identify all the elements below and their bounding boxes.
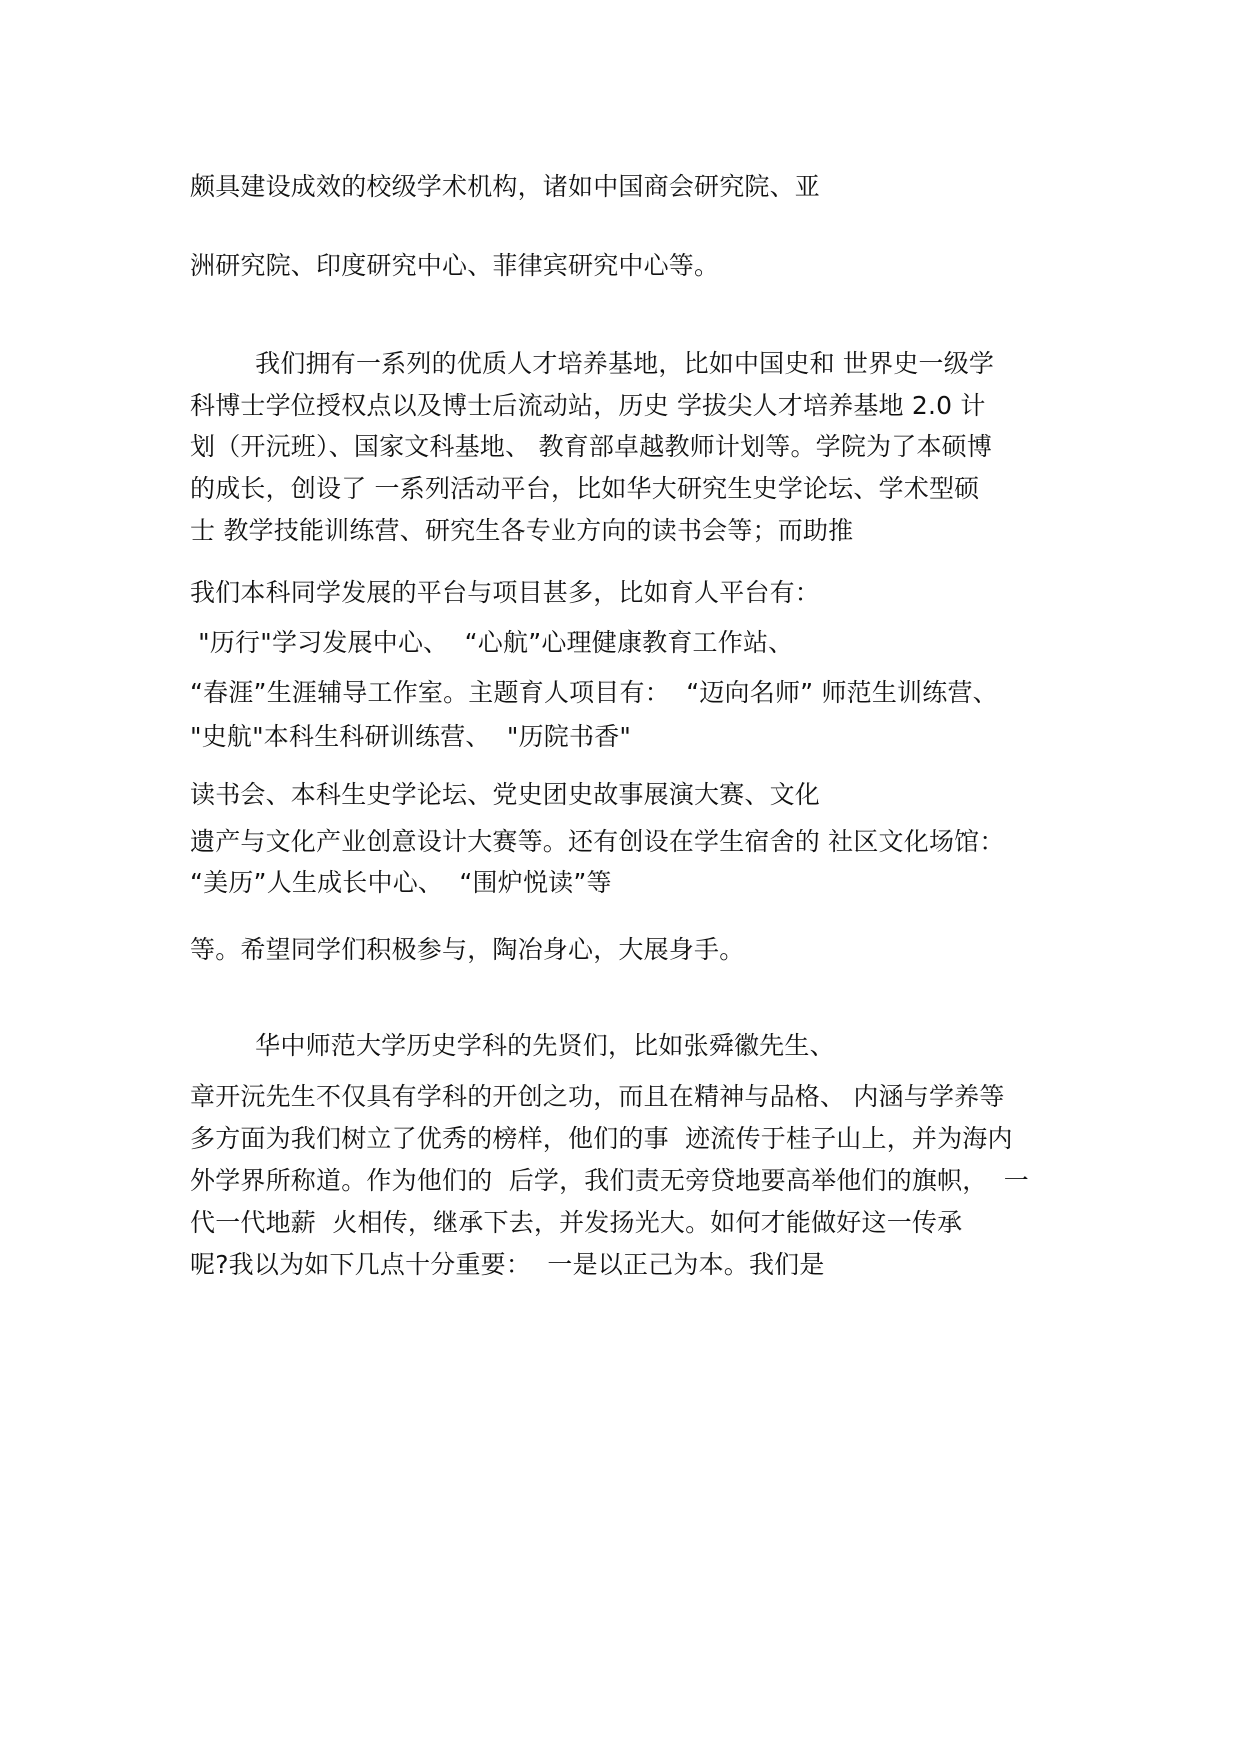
text-line: 划（开沅班）、国家文科基地、 教育部卓越教师计划等。学院为了本硕博 — [190, 432, 993, 461]
text-line: 等。希望同学们积极参与，陶冶身心，大展身手。 — [190, 935, 745, 964]
text-line: 颇具建设成效的校级学术机构，诸如中国商会研究院、亚 — [190, 172, 821, 201]
text-line: 多方面为我们树立了优秀的榜样，他们的事 迹流传于桂子山上，并为海内 — [190, 1124, 1013, 1153]
text-line: 科博士学位授权点以及博士后流动站，历史 学拔尖人才培养基地 2.0 计 — [190, 391, 986, 420]
text-line: 呢?我以为如下几点十分重要： 一是以正己为本。我们是 — [190, 1250, 825, 1279]
text-line: 遗产与文化产业创意设计大赛等。还有创设在学生宿舍的 社区文化场馆： — [190, 827, 1005, 856]
paragraph-start: 华中师范大学历史学科的先贤们，比如张舜徽先生、 — [190, 1031, 835, 1060]
text-line: 读书会、本科生史学论坛、党史团史故事展演大赛、文化 — [190, 780, 821, 809]
text-line: 士 教学技能训练营、研究生各专业方向的读书会等；而助推 — [190, 516, 854, 545]
text-line: 代一代地薪 火相传，继承下去，并发扬光大。如何才能做好这一传承 — [190, 1208, 963, 1237]
text-line: 外学界所称道。作为他们的 后学，我们责无旁贷地要高举他们的旗帜， 一 — [190, 1166, 1029, 1195]
text-line: "史航"本科生科研训练营、 "历院书香" — [190, 722, 632, 751]
text-line: 我们本科同学发展的平台与项目甚多，比如育人平台有： — [190, 578, 821, 607]
text-line: “美历”人生成长中心、 “围炉悦读”等 — [190, 868, 612, 897]
text-line: "历行"学习发展中心、 “心航”心理健康教育工作站、 — [190, 628, 794, 657]
text-line: “春涯”生涯辅导工作室。主题育人项目有： “迈向名师” 师范生训练营、 — [190, 678, 998, 707]
text-line: 的成长，创设了 一系列活动平台，比如华大研究生史学论坛、学术型硕 — [190, 474, 980, 503]
paragraph-start: 我们拥有一系列的优质人才培养基地，比如中国史和 世界史一级学 — [190, 349, 995, 378]
text-line: 章开沅先生不仅具有学科的开创之功，而且在精神与品格、 内涵与学养等 — [190, 1082, 1005, 1111]
text-line: 洲研究院、印度研究中心、菲律宾研究中心等。 — [190, 251, 720, 280]
